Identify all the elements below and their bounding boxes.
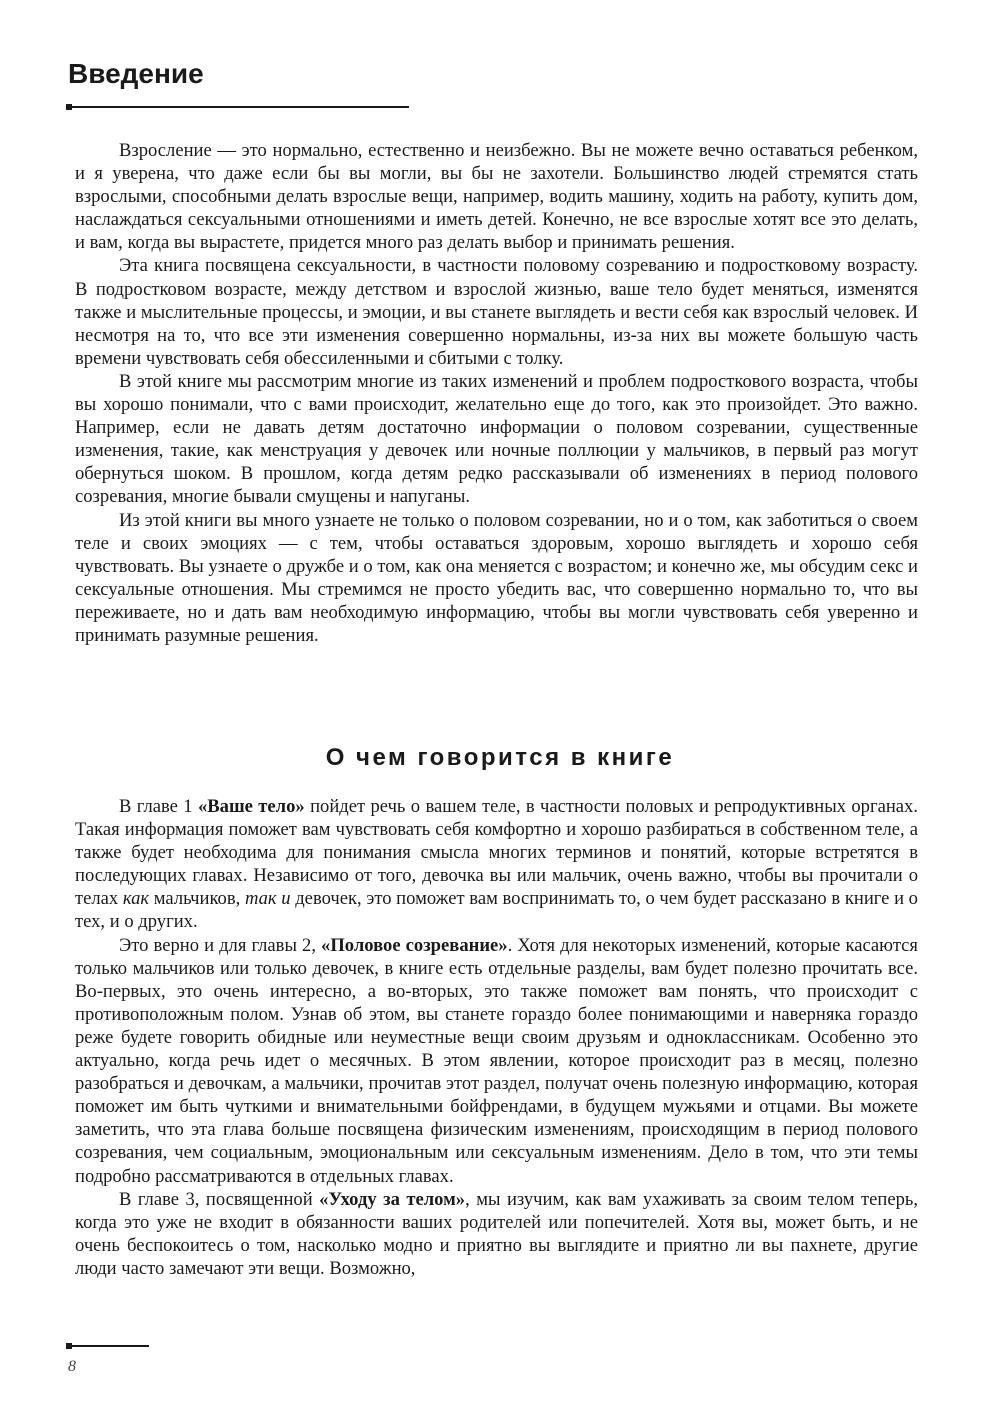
text-run: В главе 3, посвященной [119, 1188, 320, 1210]
paragraph-chapter-3 [75, 1188, 918, 1280]
paragraph-chapter-2 [75, 934, 918, 1188]
underline-bullet [66, 104, 72, 110]
paragraph-chapter-1 [75, 795, 918, 934]
emphasis: так и [244, 888, 291, 910]
emphasis: как [122, 888, 150, 910]
paragraph: Из этой книги вы много узнаете не только о половом созревании, но и о том, как заботиться о своем теле и своих эмоциях — с тем, чтобы оставаться здоровым, хорошо выглядеть и хорошо себя чувствовать. Вы узнаете о дружбе и о том, как она меняется с возрастом; и конечно же, мы обсудим секс и сексуальные отношения. Мы стремимся не просто убедить вас, что совершенно нормально то, что вы переживаете, но и дать вам необходимую информацию, чтобы вы могли чувствовать себя уверенно и принимать разумные решения. [75, 509, 918, 646]
chapter-reference: «Половое созревание» [321, 934, 508, 956]
section-title: О чем говорится в книге [325, 744, 675, 771]
text-run: девочек, это поможет вам воспринимать то, о чем будет рассказано в книге и о тех, и о других. [75, 888, 918, 933]
intro-text [75, 139, 918, 647]
text-run: , мы изучим, как вам ухаживать за своим телом теперь, когда это уже не входит в обязанности ваших родителей или попечителей. Хотя вы, может быть, и не очень беспокоитесь о том, насколько модно и приятно вы выглядите и приятно ли вы пахнете, другие люди часто замечают эти вещи. Возможно, [75, 1188, 918, 1279]
text-run: мальчиков, [149, 888, 245, 910]
paragraph: Эта книга посвящена сексуальности, в частности половому созреванию и подростковому возрасту. В подростковом возрасте, между детством и взрослой жизнью, ваше тело будет меняться, изменятся также и мыслительные процессы, и эмоции, и вы станете выглядеть и вести себя как взрослый человек. И несмотря на то, что все эти изменения совершенно нормальны, из-за них вы можете большую часть времени чувствовать себя обессиленными и сбитыми с толку. [75, 255, 918, 369]
text-run: В главе 1 [119, 796, 198, 817]
paragraph: Взросление — это нормально, естественно и неизбежно. Вы не можете вечно оставаться ребенком, и я уверена, что даже если бы вы могли, вы бы не захотели. Большинство людей стремятся стать взрослыми, способными делать взрослые вещи, например, водить машину, ходить на работу, купить дом, наслаждаться сексуальными отношениями и иметь детей. Конечно, не все взрослые хотят все это делать, и вам, когда вы вырастете, придется много раз делать выбор и принимать решения. [75, 140, 918, 254]
footer-rule-bullet [66, 1343, 72, 1349]
chapter-reference: «Ваше тело» [197, 796, 305, 817]
text-run: Это верно и для главы 2, [119, 934, 322, 956]
footer-rule [67, 1345, 149, 1347]
text-run: пойдет речь о вашем теле, в частности половых и репродуктивных органах. Такая информация поможет вам чувствовать себя комфортно и хорошо разбираться в собственном теле, а также будет необходима для понимания смысла многих терминов и понятий, которые встретятся в последующих главах. Независимо от того, девочка вы или мальчик, очень важно, чтобы вы прочитали о телах [75, 796, 918, 910]
section-text [75, 795, 918, 1280]
page-number: 8 [68, 1358, 76, 1375]
chapter-reference: «Уходу за телом» [319, 1188, 466, 1210]
chapter-title: Введение [68, 58, 204, 89]
title-underline [67, 106, 409, 108]
text-run: . Хотя для некоторых изменений, которые касаются только мальчиков или только девочек, в книге есть отдельные разделы, вам будет полезно прочитать все. Во-первых, это очень интересно, а во-вторых, это также поможет вам понять, что происходит с противоположным полом. Узнав об этом, вы станете гораздо более понимающими и наверняка гораздо реже будете говорить обидные или неуместные вещи своим друзьям и одноклассникам. Особенно это актуально, когда речь идет о месячных. В этом явлении, которое происходит раз в месяц, полезно разобраться и девочкам, а мальчики, прочитав этот раздел, получат очень полезную информацию, которая поможет им быть чуткими и внимательными бойфрендами, в будущем мужьями и отцами. Вы можете заметить, что эта глава больше посвящена физическим изменениям, происходящим в период полового созревания, чем социальным, эмоциональным или сексуальным изменениям. Дело в том, что эти темы подробно рассматриваются в отдельных главах. [75, 934, 918, 1187]
paragraph: В этой книге мы рассмотрим многие из таких изменений и проблем подросткового возраста, чтобы вы хорошо понимали, что с вами происходит, желательно еще до того, как это произойдет. Это важно. Например, если не давать детям достаточно информации о половом созревании, существенные изменения, такие, как менструация у девочек или ночные поллюции у мальчиков, в первый раз могут обернуться шоком. В прошлом, когда детям редко рассказывали об изменениях в период полового созревания, многие бывали смущены и напуганы. [75, 370, 918, 508]
